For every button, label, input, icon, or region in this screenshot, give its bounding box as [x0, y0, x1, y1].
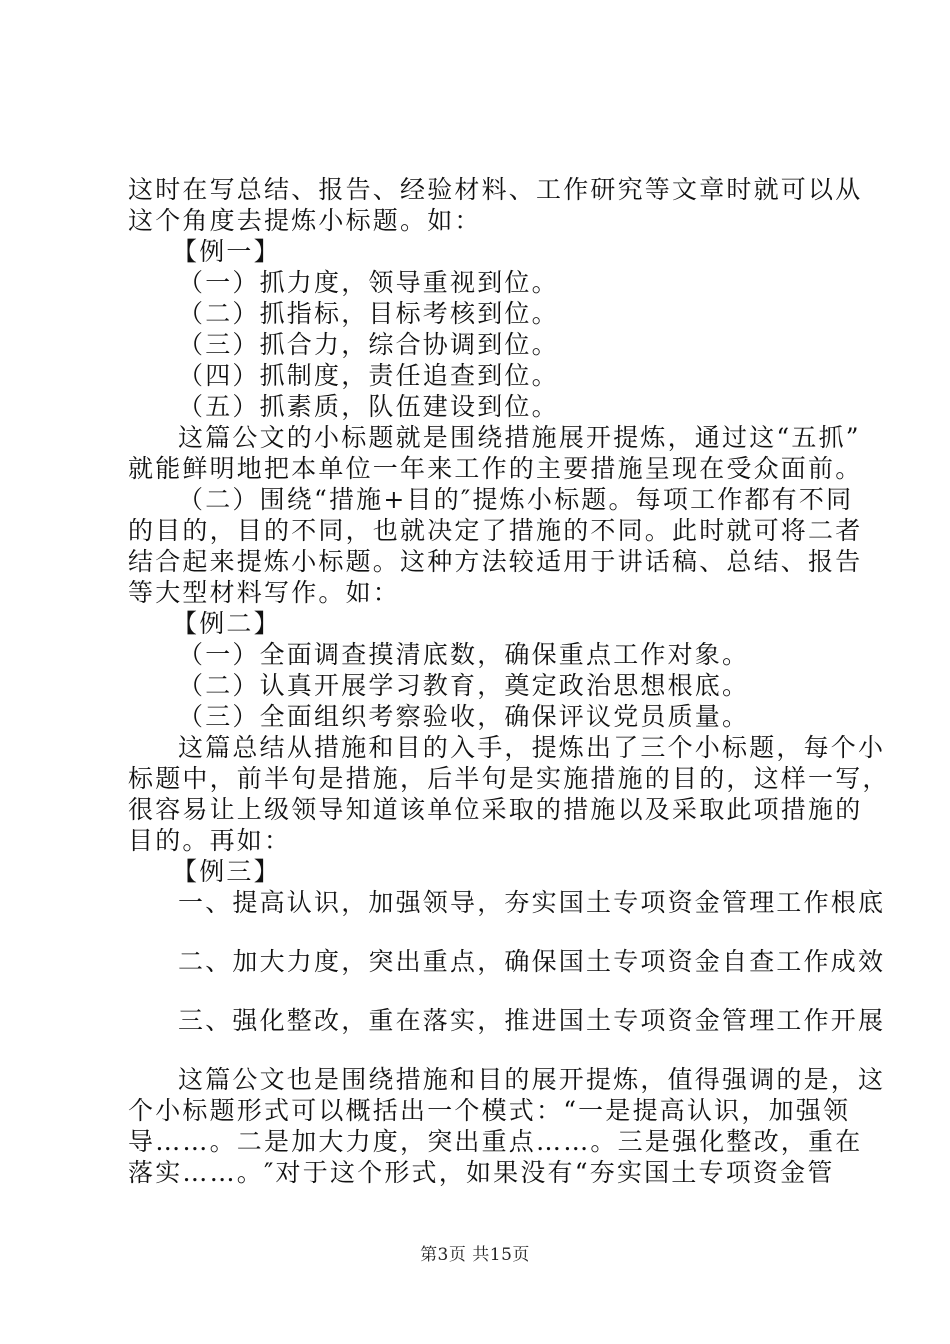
list-item: （一）全面调查摸清底数，确保重点工作对象。	[178, 640, 750, 669]
paragraph-line: 很容易让上级领导知道该单位采取的措施以及采取此项措施的	[128, 795, 863, 824]
paragraph-line: 结合起来提炼小标题。这种方法较适用于讲话稿、总结、报告	[128, 547, 863, 576]
paragraph-line: 标题中，前半句是措施，后半句是实施措施的目的，这样一写，	[128, 764, 890, 793]
paragraph-line: 这篇公文的小标题就是围绕措施展开提炼，通过这“五抓”	[178, 423, 861, 452]
paragraph-line: 导……。二是加大力度，突出重点……。三是强化整改，重在	[128, 1127, 863, 1156]
list-item: （三）全面组织考察验收，确保评议党员质量。	[178, 702, 750, 731]
paragraph-line: 就能鲜明地把本单位一年来工作的主要措施呈现在受众面前。	[128, 454, 863, 483]
list-item: （二）抓指标，目标考核到位。	[178, 299, 559, 328]
paragraph-line: 这篇总结从措施和目的入手，提炼出了三个小标题，每个小	[178, 733, 886, 762]
subtitle-item: 一、提高认识，加强领导，夯实国土专项资金管理工作根底	[178, 888, 886, 917]
example-heading: 【例三】	[172, 857, 281, 886]
paragraph-line: 的目的，目的不同，也就决定了措施的不同。此时就可将二者	[128, 516, 863, 545]
paragraph-line: 这篇公文也是围绕措施和目的展开提炼，值得强调的是，这	[178, 1065, 886, 1094]
list-item: （四）抓制度，责任追查到位。	[178, 361, 559, 390]
list-item: （三）抓合力，综合协调到位。	[178, 330, 559, 359]
paragraph-line: 等大型材料写作。如：	[128, 578, 401, 607]
paragraph-line: 这时在写总结、报告、经验材料、工作研究等文章时就可以从	[128, 175, 863, 204]
page-number-footer: 第3页 共15页	[420, 1245, 530, 1265]
paragraph-line: 目的。再如：	[128, 826, 292, 855]
subtitle-item: 二、加大力度，突出重点，确保国土专项资金自查工作成效	[178, 947, 886, 976]
list-item: （一）抓力度，领导重视到位。	[178, 268, 559, 297]
example-heading: 【例二】	[172, 609, 281, 638]
list-item: （二）认真开展学习教育，奠定政治思想根底。	[178, 671, 750, 700]
list-item: （五）抓素质，队伍建设到位。	[178, 392, 559, 421]
example-heading: 【例一】	[172, 237, 281, 266]
subtitle-item: 三、强化整改，重在落实，推进国土专项资金管理工作开展	[178, 1006, 886, 1035]
paragraph-line: 落实……。″对于这个形式，如果没有“夯实国土专项资金管	[128, 1158, 835, 1187]
paragraph-line: 个小标题形式可以概括出一个模式：“一是提高认识，加强领	[128, 1096, 851, 1125]
paragraph-line: 这个角度去提炼小标题。如：	[128, 206, 482, 235]
paragraph-line: （二）围绕“措施+目的″提炼小标题。每项工作都有不同	[178, 485, 854, 514]
